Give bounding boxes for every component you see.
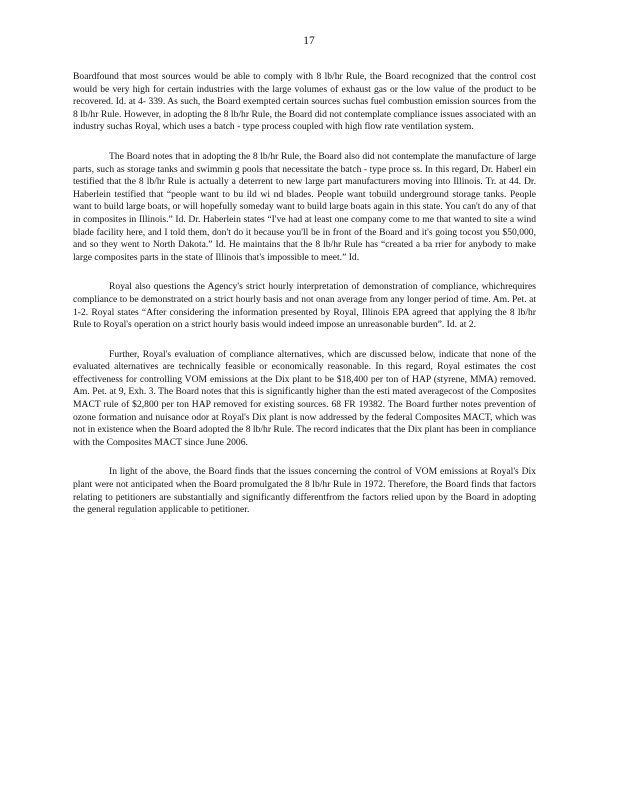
paragraph-1: Boardfound that most sources would be able to comply with 8 lb/hr Rule, the Board recognized that the control cost would be very high for certain industries with the large volumes of exhaust gas or the low value of the product to be recovered. Id. at 4- 339. As such, the Board exempted certain sources suchas fuel combustion emission sources from the 8 lb/hr Rule. However, in adopting the 8 lb/hr Rule, the Board did not contemplate compliance issues associated with an industry suchas Royal, which uses a batch - type process coupled with high flow rate ventilation system. [73, 71, 536, 133]
paragraph-4: Further, Royal's evaluation of compliance alternatives, which are discussed below, indicate that none of the evaluated alternatives are technically feasible or economically reasonable. In this regard, Royal estimates the cost effectiveness for controlling VOM emissions at the Dix plant to be $18,400 per ton of HAP (styrene, MMA) removed. Am. Pet. at 9, Exh. 3. The Board notes that this is significantly higher than the esti mated averagecost of the Composites MACT rule of $2,800 per ton HAP removed for existing sources. 68 FR 19382. The Board further notes prevention of ozone formation and nuisance odor at Royal's Dix plant is now addressed by the federal Composites MACT, which was not in existence when the Board adopted the 8 lb/hr Rule. The record indicates that the Dix plant has been in compliance with the Composites MACT since June 2006. [73, 348, 536, 448]
paragraph-3: Royal also questions the Agency's strict hourly interpretation of demonstration of compliance, whichrequires compliance to be demonstrated on a strict hourly basis and not onan average from any longer period of time. Am. Pet. at 1-2. Royal states “After considering the information presented by Royal, Illinois EPA agreed that applying the 8 lb/hr Rule to Royal's operation on a strict hourly basis would indeed impose an unreasonable burden”. Id. at 2. [73, 281, 536, 331]
paragraph-2: The Board notes that in adopting the 8 lb/hr Rule, the Board also did not contemplate the manufacture of large parts, such as storage tanks and swimmin g pools that necessitate the batch - type proce ss. In this regard, Dr. Haberl ein testified that the 8 lb/hr Rule is actually a deterrent to new large part manufacturers moving into Illinois. Tr. at 44. Dr. Haberlein testified that “people want to bu ild wi nd blades. People want tobuild underground storage tanks. People want to build large boats, or will hopefully someday want to build large boats again in this state. You can't do any of that in composites in Illinois.” Id. Dr. Haberlein states “I've had at least one company come to me that wanted to site a wind blade facility here, and I told them, don't do it because you'll be in front of the Board and it's going tocost you $50,000, and so they went to North Dakota.” Id. He maintains that the 8 lb/hr Rule has “created a ba rrier for anybody to make large composites parts in the state of Illinois that's impossible to meet.” Id. [73, 150, 536, 263]
page-number: 17 [303, 35, 315, 47]
document-body [73, 71, 536, 534]
paragraph-5: In light of the above, the Board finds that the issues concerning the control of VOM emissions at Royal's Dix plant were not anticipated when the Board promulgated the 8 lb/hr Rule in 1972. Therefore, the Board finds that factors relating to petitioners are substantially and significantly differentfrom the factors relied upon by the Board in adopting the general regulation applicable to petitioner. [73, 466, 536, 516]
